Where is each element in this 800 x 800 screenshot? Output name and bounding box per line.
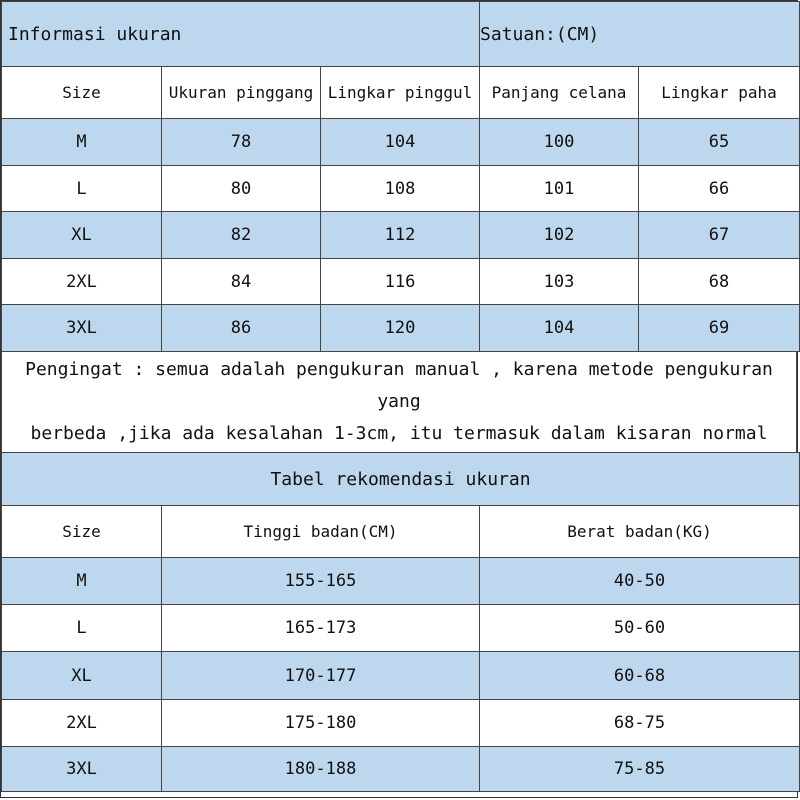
cell-waist: 82: [162, 212, 321, 259]
cell-hip: 116: [321, 259, 480, 305]
cell-length: 100: [480, 119, 639, 166]
header-weight: Berat badan(KG): [480, 506, 800, 558]
table-row: [2, 700, 800, 747]
cell-waist: 78: [162, 119, 321, 166]
table-row: [2, 305, 800, 352]
recommendation-table: [1, 452, 800, 792]
cell-size: M: [2, 119, 162, 166]
cell-weight: 40-50: [480, 558, 800, 605]
cell-size: L: [2, 605, 162, 652]
cell-thigh: 66: [639, 166, 800, 212]
table-row: [2, 558, 800, 605]
table-row: [2, 652, 800, 700]
cell-waist: 80: [162, 166, 321, 212]
recommendation-header-row: [2, 506, 800, 558]
cell-weight: 60-68: [480, 652, 800, 700]
cell-thigh: 65: [639, 119, 800, 166]
cell-thigh: 68: [639, 259, 800, 305]
size-info-header-row: [2, 67, 800, 119]
cell-size: 2XL: [2, 700, 162, 747]
header-hip: Lingkar pinggul: [321, 67, 480, 119]
reminder-line-2: berbeda ,jika ada kesalahan 1-3cm, itu termasuk dalam kisaran normal: [30, 423, 768, 444]
table-row: [2, 212, 800, 259]
cell-hip: 112: [321, 212, 480, 259]
cell-hip: 104: [321, 119, 480, 166]
size-info-title-row: [2, 2, 800, 67]
cell-height: 165-173: [162, 605, 480, 652]
size-info-title: Informasi ukuran: [2, 2, 480, 67]
table-row: [2, 747, 800, 792]
cell-thigh: 69: [639, 305, 800, 352]
cell-thigh: 67: [639, 212, 800, 259]
table-row: [2, 119, 800, 166]
cell-length: 103: [480, 259, 639, 305]
cell-height: 155-165: [162, 558, 480, 605]
header-waist: Ukuran pinggang: [162, 67, 321, 119]
recommendation-title: Tabel rekomendasi ukuran: [2, 453, 800, 506]
cell-size: L: [2, 166, 162, 212]
unit-label: Satuan:(CM): [480, 2, 800, 67]
cell-waist: 84: [162, 259, 321, 305]
header-thigh: Lingkar paha: [639, 67, 800, 119]
header-size: Size: [2, 67, 162, 119]
recommendation-title-row: [2, 453, 800, 506]
cell-weight: 75-85: [480, 747, 800, 792]
cell-size: 3XL: [2, 305, 162, 352]
cell-weight: 50-60: [480, 605, 800, 652]
cell-length: 104: [480, 305, 639, 352]
cell-height: 170-177: [162, 652, 480, 700]
cell-length: 101: [480, 166, 639, 212]
cell-height: 175-180: [162, 700, 480, 747]
table-row: [2, 605, 800, 652]
cell-height: 180-188: [162, 747, 480, 792]
cell-size: XL: [2, 212, 162, 259]
header-height: Tinggi badan(CM): [162, 506, 480, 558]
size-info-table: [1, 1, 800, 352]
reminder-line-1: Pengingat : semua adalah pengukuran manual , karena metode pengukuran yang: [25, 359, 773, 412]
cell-hip: 120: [321, 305, 480, 352]
cell-weight: 68-75: [480, 700, 800, 747]
cell-hip: 108: [321, 166, 480, 212]
cell-waist: 86: [162, 305, 321, 352]
header-length: Panjang celana: [480, 67, 639, 119]
cell-size: XL: [2, 652, 162, 700]
cell-size: 2XL: [2, 259, 162, 305]
cell-size: 3XL: [2, 747, 162, 792]
reminder-note: [1, 352, 797, 452]
cell-length: 102: [480, 212, 639, 259]
table-row: [2, 166, 800, 212]
cell-size: M: [2, 558, 162, 605]
table-row: [2, 259, 800, 305]
header-size: Size: [2, 506, 162, 558]
